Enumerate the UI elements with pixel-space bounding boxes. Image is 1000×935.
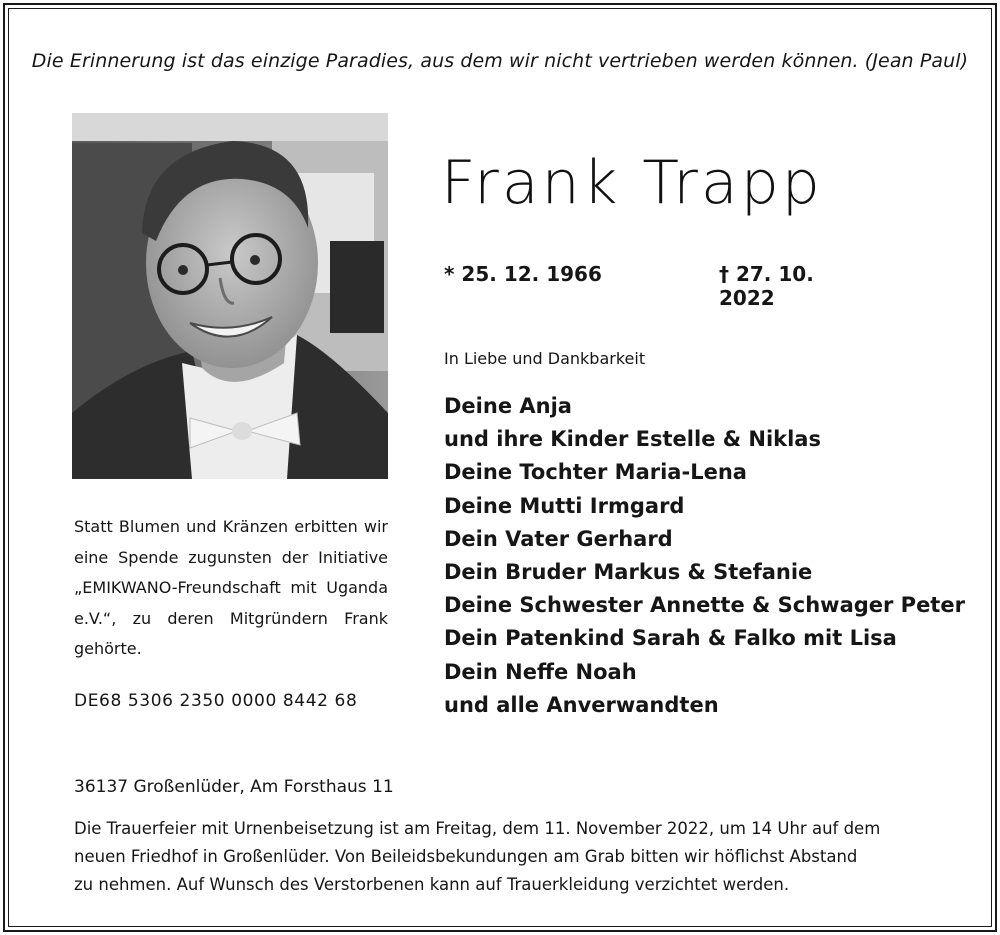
family-member: Dein Patenkind Sarah & Falko mit Lisa [444, 626, 897, 651]
portrait-photo [72, 113, 388, 479]
service-line: neuen Friedhof in Großenlüder. Von Beileidsbekundungen am Grab bitten wir höflichst Abstand [74, 847, 858, 866]
service-line: Die Trauerfeier mit Urnenbeisetzung ist am Freitag, dem 11. November 2022, um 14 Uhr auf dem [74, 819, 881, 838]
family-member: Dein Vater Gerhard [444, 526, 673, 551]
donation-note: Statt Blumen und Kränzen erbitten wir eine Spende zugunsten der Initiative „EMIKWANO-Freundschaft mit Uganda e.V.“, zu deren Mitgründern Frank gehörte. [74, 517, 388, 658]
family-member: Dein Neffe Noah [444, 659, 637, 684]
family-member: Deine Anja [444, 394, 572, 418]
family-member: Dein Bruder Markus & Stefanie [444, 559, 813, 584]
intro-text: In Liebe und Dankbarkeit [444, 349, 646, 368]
iban: DE68 5306 2350 0000 8442 68 [74, 691, 358, 711]
deceased-name: Frank Trapp [441, 148, 823, 218]
portrait-illustration [72, 113, 388, 479]
quote: Die Erinnerung ist das einzige Paradies, aus dem wir nicht vertrieben werden können. (Jean Paul) [31, 50, 969, 72]
death-date: † 27. 10. 2022 [719, 262, 814, 310]
family-member: Deine Mutti Irmgard [444, 493, 685, 518]
birth-date: * 25. 12. 1966 [444, 262, 602, 286]
family-member: Deine Tochter Maria-Lena [444, 460, 747, 485]
family-member: und ihre Kinder Estelle & Niklas [444, 427, 821, 452]
service-line: zu nehmen. Auf Wunsch des Verstorbenen kann auf Trauerkleidung verzichtet werden. [74, 875, 790, 894]
service-info [74, 815, 934, 899]
family-member: und alle Anverwandten [444, 692, 719, 717]
address: 36137 Großenlüder, Am Forsthaus 11 [74, 777, 394, 797]
family-list [444, 390, 965, 722]
family-member: Deine Schwester Annette & Schwager Peter [444, 593, 965, 618]
